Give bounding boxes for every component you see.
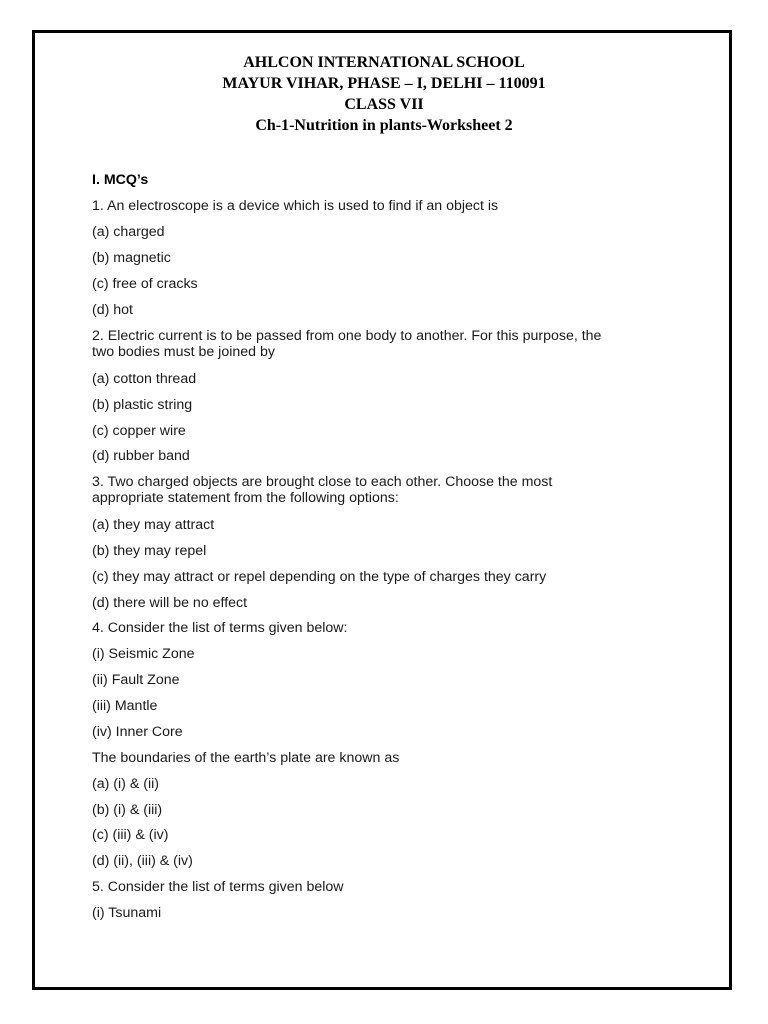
section-title: I. MCQ’s xyxy=(92,172,149,188)
question-5-text: 5. Consider the list of terms given below xyxy=(92,879,344,895)
school-address: MAYUR VIHAR, PHASE – I, DELHI – 110091 xyxy=(222,75,546,92)
question-2-option-b: (b) plastic string xyxy=(92,397,193,413)
school-name: AHLCON INTERNATIONAL SCHOOL xyxy=(243,54,525,71)
question-4-option-d: (d) (ii), (iii) & (iv) xyxy=(92,853,193,869)
question-3-option-d: (d) there will be no effect xyxy=(92,595,248,611)
question-4-stem: The boundaries of the earth’s plate are known as xyxy=(92,750,400,766)
question-4-term-i: (i) Seismic Zone xyxy=(92,646,195,662)
question-1-text: 1. An electroscope is a device which is used to find if an object is xyxy=(92,198,499,214)
question-4-term-iv: (iv) Inner Core xyxy=(92,724,183,740)
question-2-text: 2. Electric current is to be passed from one body to another. For this purpose, the xyxy=(92,328,602,344)
question-2-text-cont: two bodies must be joined by xyxy=(92,344,275,360)
question-4-text: 4. Consider the list of terms given below: xyxy=(92,620,348,636)
question-1-option-d: (d) hot xyxy=(92,302,134,318)
worksheet-title: Ch-1-Nutrition in plants-Worksheet 2 xyxy=(255,117,513,134)
question-5-term-i: (i) Tsunami xyxy=(92,905,162,921)
question-1-option-c: (c) free of cracks xyxy=(92,276,198,292)
question-2-option-a: (a) cotton thread xyxy=(92,371,197,387)
question-4-term-iii: (iii) Mantle xyxy=(92,698,158,714)
question-3-text: 3. Two charged objects are brought close to each other. Choose the most xyxy=(92,474,553,490)
question-2-option-c: (c) copper wire xyxy=(92,423,186,439)
question-3-option-a: (a) they may attract xyxy=(92,517,215,533)
question-3-option-c: (c) they may attract or repel depending on the type of charges they carry xyxy=(92,569,547,585)
class-label: CLASS VII xyxy=(344,96,424,113)
question-2-option-d: (d) rubber band xyxy=(92,448,190,464)
question-4-option-c: (c) (iii) & (iv) xyxy=(92,827,169,843)
question-3-text-cont: appropriate statement from the following options: xyxy=(92,490,399,506)
question-4-option-a: (a) (i) & (ii) xyxy=(92,776,159,792)
question-4-term-ii: (ii) Fault Zone xyxy=(92,672,180,688)
question-1-option-b: (b) magnetic xyxy=(92,250,171,266)
question-1-option-a: (a) charged xyxy=(92,224,165,240)
question-3-option-b: (b) they may repel xyxy=(92,543,207,559)
question-4-option-b: (b) (i) & (iii) xyxy=(92,802,163,818)
